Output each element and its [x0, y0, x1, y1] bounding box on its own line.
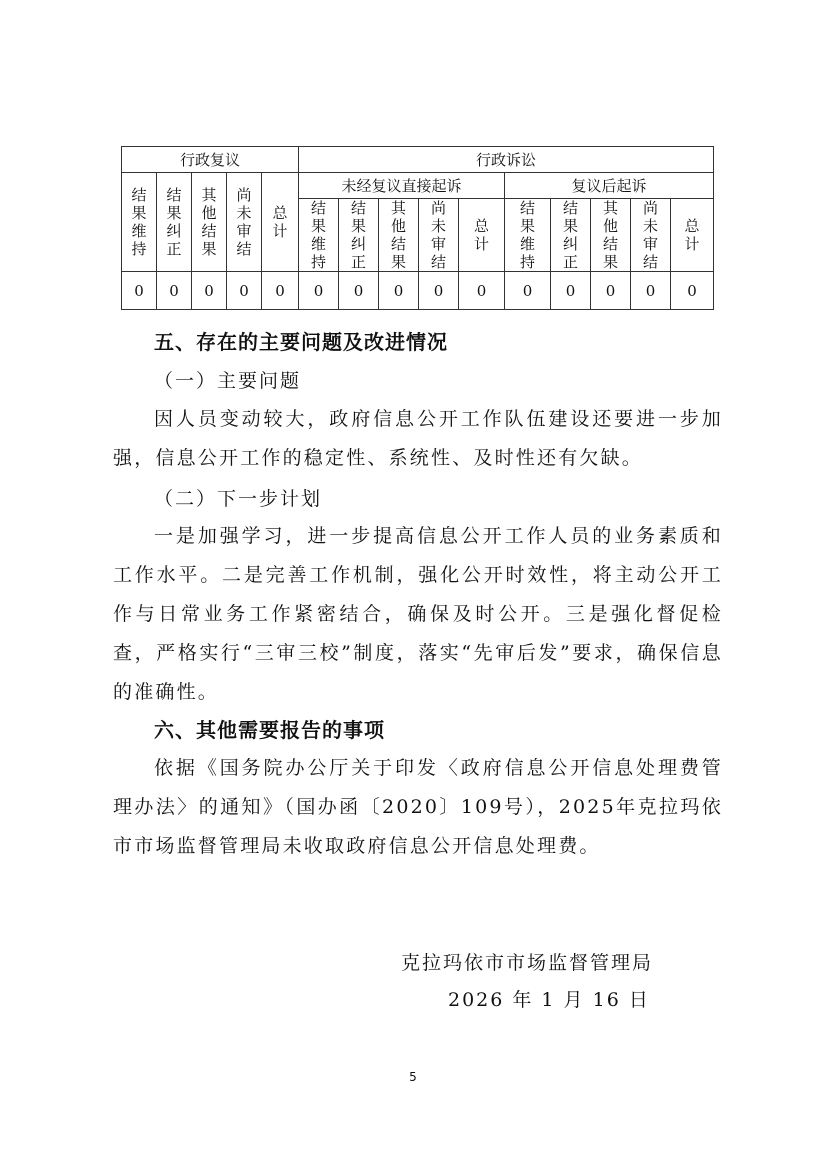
section-six-heading: 六、其他需要报告的事项 [154, 718, 385, 742]
col-review-other: 其他结果 [192, 173, 227, 272]
header-suit-after-review: 复议后起诉 [505, 173, 714, 199]
paragraph-plan: 一是加强学习，进一步提高信息公开工作人员的业务素质和工作水平。二是完善工作机制，强化公开时效性，将主动公开工作与日常业务工作紧密结合，确保及时公开。三是强化督促检查，严格实行“三审三校”制度，落实“先审后发”要求，确保信息的准确性。 [113, 525, 723, 703]
table-cell: 0 [379, 272, 419, 310]
table-cell: 0 [671, 272, 714, 310]
table-cell: 0 [505, 272, 551, 310]
table-cell: 0 [122, 272, 157, 310]
col-direct-other: 其他结果 [379, 199, 419, 272]
col-review-pending: 尚未审结 [227, 173, 262, 272]
header-direct-suit: 未经复议直接起诉 [299, 173, 505, 199]
table-cell: 0 [459, 272, 505, 310]
col-direct-pending: 尚未审结 [419, 199, 459, 272]
subsection-main-problems: （一）主要问题 [154, 370, 302, 392]
table-cell: 0 [631, 272, 671, 310]
table-cell: 0 [339, 272, 379, 310]
table-cell: 0 [192, 272, 227, 310]
subsection-next-plan: （二）下一步计划 [154, 488, 323, 510]
table-cell: 0 [262, 272, 299, 310]
page-number: 5 [409, 1070, 417, 1084]
paragraph-other-matters: 依据《国务院办公厅关于印发〈政府信息公开信息处理费管理办法〉的通知》（国办函〔2020〕109号），2025年克拉玛依市市场监督管理局未收取政府信息公开信息处理费。 [113, 757, 723, 857]
header-admin-litigation: 行政诉讼 [299, 147, 714, 173]
table-cell: 0 [551, 272, 591, 310]
paragraph-problems: 因人员变动较大，政府信息公开工作队伍建设还要进一步加强，信息公开工作的稳定性、系统性、及时性还有欠缺。 [113, 408, 723, 469]
col-after-pending: 尚未审结 [631, 199, 671, 272]
table-cell: 0 [419, 272, 459, 310]
table-cell: 0 [227, 272, 262, 310]
statistics-table [121, 146, 714, 310]
col-review-upheld: 结果维持 [122, 173, 157, 272]
col-after-corrected: 结果纠正 [551, 199, 591, 272]
col-direct-upheld: 结果维持 [299, 199, 339, 272]
col-review-corrected: 结果纠正 [157, 173, 192, 272]
signature-date: 2026 年 1 月 16 日 [448, 989, 650, 1011]
col-after-total: 总计 [671, 199, 714, 272]
header-admin-review: 行政复议 [122, 147, 299, 173]
section-five-heading: 五、存在的主要问题及改进情况 [154, 330, 448, 354]
col-review-total: 总计 [262, 173, 299, 272]
col-direct-total: 总计 [459, 199, 505, 272]
table-cell: 0 [591, 272, 631, 310]
table-cell: 0 [299, 272, 339, 310]
col-after-other: 其他结果 [591, 199, 631, 272]
signature-org: 克拉玛依市市场监督管理局 [401, 952, 654, 974]
table-cell: 0 [157, 272, 192, 310]
col-direct-corrected: 结果纠正 [339, 199, 379, 272]
col-after-upheld: 结果维持 [505, 199, 551, 272]
